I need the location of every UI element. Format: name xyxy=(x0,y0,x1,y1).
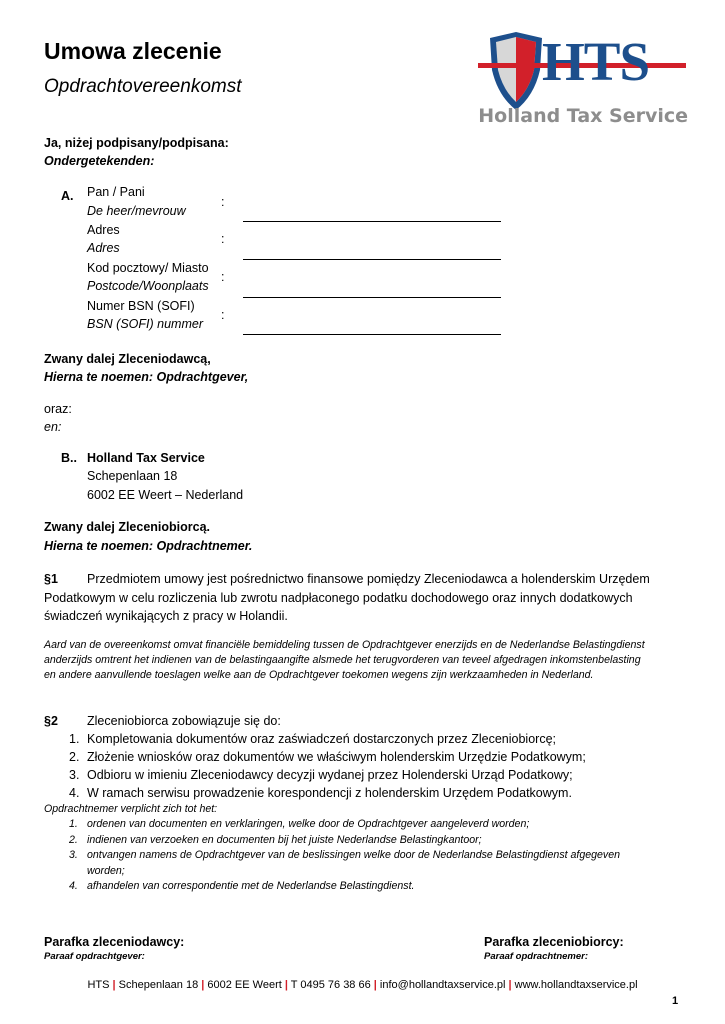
footer-email-link[interactable]: info@hollandtaxservice.pl xyxy=(379,979,506,991)
list-item-number: 2. xyxy=(69,833,78,846)
field-address-nl: Adres xyxy=(87,241,120,255)
list-item-number: 2. xyxy=(69,750,80,764)
called-b-pl: Zwany dalej Zleceniobiorcą. xyxy=(44,520,211,534)
called-a-nl: Hierna te noemen: Opdrachtgever, xyxy=(44,370,249,384)
list-item xyxy=(69,833,681,849)
field-name-line[interactable] xyxy=(243,221,501,222)
list-item-text: Złożenie wniosków oraz dokumentów we właściwym holenderskim Urzędzie Podatkowym; xyxy=(87,750,586,764)
section-2-pl-intro: Zleceniobiorca zobowiązuje się do: xyxy=(87,714,281,728)
list-item-text: Kompletowania dokumentów oraz zaświadczeń dostarczonych przez Zleceniobiorcę; xyxy=(87,732,556,746)
section-1-pl-line-2: Podatkowym w celu rozliczenia lub zwrotu nadpłaconego podatku dochodowego oraz innych dodatkowych xyxy=(44,591,633,605)
page-footer xyxy=(0,978,725,993)
section-2-nl-list xyxy=(69,817,681,895)
called-a-pl: Zwany dalej Zleceniodawcą, xyxy=(44,352,211,366)
signature-right-pl: Parafka zleceniobiorcy: xyxy=(484,935,624,949)
party-b-name: Holland Tax Service xyxy=(87,451,205,465)
field-bsn-colon: : xyxy=(221,308,225,322)
footer-separator: | xyxy=(112,979,116,991)
signature-left-pl: Parafka zleceniodawcy: xyxy=(44,935,185,949)
intro-nl: Ondergetekenden: xyxy=(44,154,155,168)
list-item-text: W ramach serwisu prowadzenie korespondencji z holenderskim Urzędem Podatkowym. xyxy=(87,786,572,800)
list-item xyxy=(69,879,681,895)
signature-left-nl: Paraaf opdrachtgever: xyxy=(44,951,145,962)
list-item-text: ontvangen namens de Opdrachtgever van de beslissingen welke door de Nederlandse Belastingdienst afgegeven xyxy=(87,849,620,861)
called-b-nl: Hierna te noemen: Opdrachtnemer. xyxy=(44,539,253,553)
footer-phone: T 0495 76 38 66 xyxy=(290,979,371,991)
field-postcode-line[interactable] xyxy=(243,297,501,298)
field-postcode-pl: Kod pocztowy/ Miasto xyxy=(87,261,209,275)
logo-company-name: Holland Tax Service xyxy=(478,105,688,127)
logo-letters: HTS xyxy=(542,31,650,92)
field-address-line[interactable] xyxy=(243,259,501,260)
footer-street: Schepenlaan 18 xyxy=(118,979,199,991)
list-item-number: 4. xyxy=(69,786,80,800)
field-bsn-pl: Numer BSN (SOFI) xyxy=(87,299,195,313)
field-name-colon: : xyxy=(221,195,225,209)
footer-separator: | xyxy=(373,979,377,991)
list-item-text: afhandelen van correspondentie met de Nederlandse Belastingdienst. xyxy=(87,880,415,892)
section-1-nl-line-2: anderzijds omtrent het indienen van de belastingaangifte alsmede het terugvorderen van teveel afgedragen inkomstenbelasting xyxy=(44,654,641,666)
footer-city: 6002 EE Weert xyxy=(207,979,282,991)
section-1-nl-line-3: en andere aanvullende toeslagen welke aan de Opdrachtgever toekomen wegens zijn werkzaamheden in Nederland. xyxy=(44,669,594,681)
list-item xyxy=(69,748,669,766)
party-b-city: 6002 EE Weert – Nederland xyxy=(87,488,244,502)
hts-logo xyxy=(476,30,692,130)
list-item-number: 1. xyxy=(69,732,80,746)
field-name-pl: Pan / Pani xyxy=(87,185,145,199)
list-item xyxy=(69,784,669,802)
section-2-nl-intro: Opdrachtnemer verplicht zich tot het: xyxy=(44,803,218,815)
section-1-number: §1 xyxy=(44,572,58,586)
section-1-pl-line-1: Przedmiotem umowy jest pośrednictwo finansowe pomiędzy Zleceniodawca a holenderskim Urzędem xyxy=(87,572,650,586)
footer-company: HTS xyxy=(87,979,110,991)
signature-right-nl: Paraaf opdrachtnemer: xyxy=(484,951,589,962)
field-address-colon: : xyxy=(221,232,225,246)
footer-separator: | xyxy=(508,979,512,991)
oraz-nl: en: xyxy=(44,420,62,434)
list-item xyxy=(69,817,681,833)
field-postcode-colon: : xyxy=(221,270,225,284)
list-item xyxy=(69,730,669,748)
list-item-number: 4. xyxy=(69,880,78,892)
section-2-pl-list xyxy=(69,730,669,802)
list-item-number: 1. xyxy=(69,818,78,830)
footer-separator: | xyxy=(201,979,205,991)
party-b-street: Schepenlaan 18 xyxy=(87,469,178,483)
field-address-pl: Adres xyxy=(87,223,120,237)
section-1-pl-line-3: świadczeń wynikających z pracy w Holandii. xyxy=(44,609,288,623)
footer-separator: | xyxy=(284,979,288,991)
field-bsn-line[interactable] xyxy=(243,334,501,335)
document-title: Umowa zlecenie xyxy=(44,38,222,64)
list-item-text: worden; xyxy=(87,864,125,877)
document-subtitle: Opdrachtovereenkomst xyxy=(44,76,242,97)
field-postcode-nl: Postcode/Woonplaats xyxy=(87,279,209,293)
list-item-text: ordenen van documenten en verklaringen, welke door de Opdrachtgever aangeleverd worden; xyxy=(87,818,530,830)
list-item-number: 3. xyxy=(69,768,80,782)
oraz-pl: oraz: xyxy=(44,402,72,416)
page-number: 1 xyxy=(672,995,679,1007)
party-a-label: A. xyxy=(61,189,74,203)
section-2-number: §2 xyxy=(44,714,58,728)
list-item xyxy=(69,848,681,864)
list-item xyxy=(69,766,669,784)
intro-pl: Ja, niżej podpisany/podpisana: xyxy=(44,136,229,150)
field-name-nl: De heer/mevrouw xyxy=(87,204,186,218)
list-item-text: indienen van verzoeken en documenten bij het juiste Nederlandse Belastingkantoor; xyxy=(87,833,482,846)
list-item xyxy=(69,864,681,880)
section-1-nl-line-1: Aard van de overeenkomst omvat financiële bemiddeling tussen de Opdrachtgever enerzijds en de Nederlandse Belastingdienst xyxy=(44,639,645,651)
party-b-label: B.. xyxy=(61,451,77,465)
list-item-text: Odbioru w imieniu Zleceniodawcy decyzji wydanej przez Holenderski Urząd Podatkowy; xyxy=(87,768,573,782)
list-item-number: 3. xyxy=(69,849,78,861)
list-item-number xyxy=(69,864,85,880)
field-bsn-nl: BSN (SOFI) nummer xyxy=(87,317,203,331)
footer-website-link[interactable]: www.hollandtaxservice.pl xyxy=(514,979,638,991)
